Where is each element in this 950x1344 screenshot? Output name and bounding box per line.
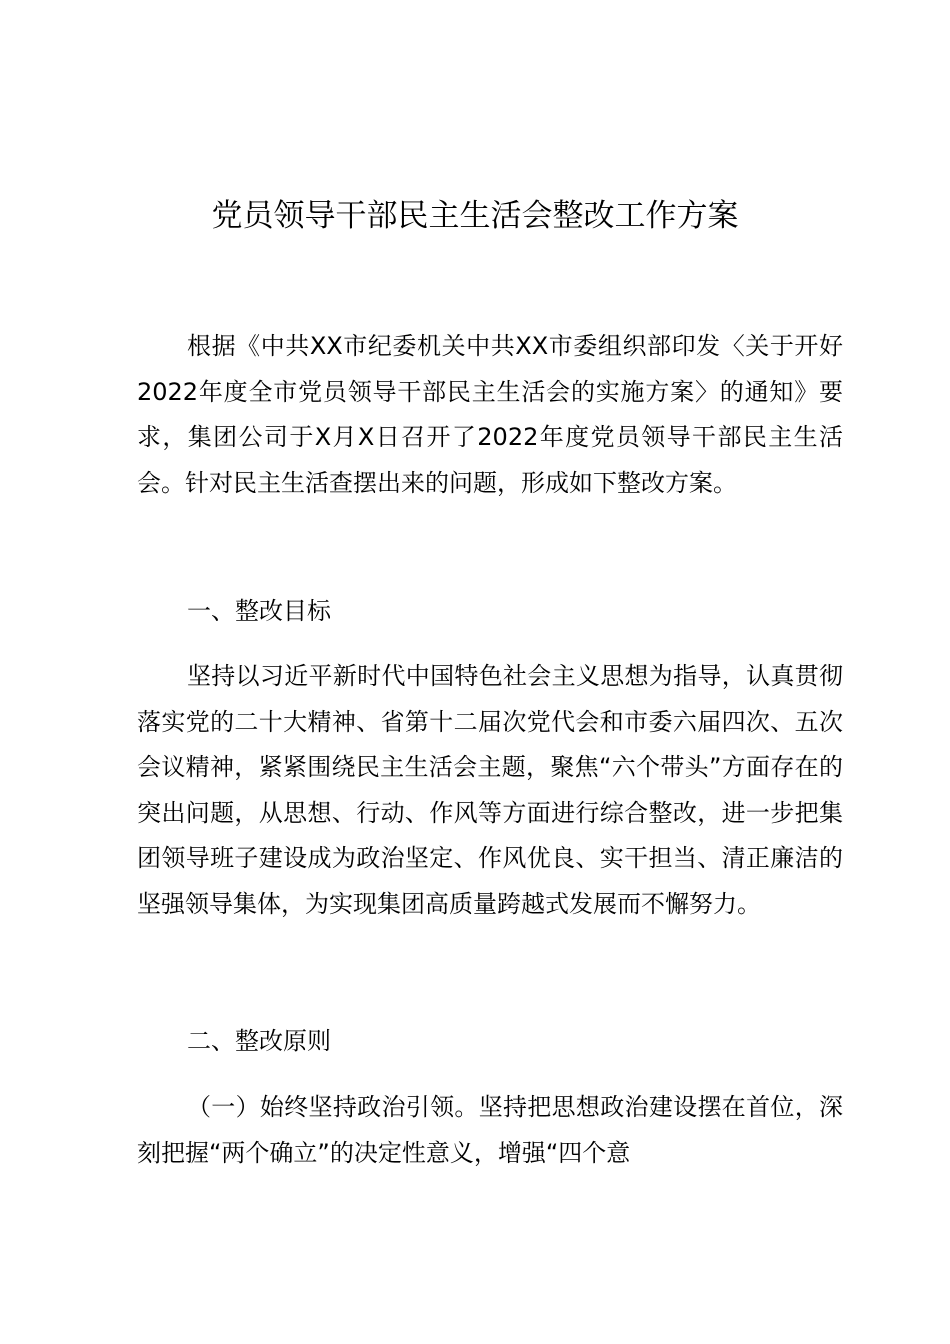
- intro-paragraph: 根据《中共XX市纪委机关中共XX市委组织部印发〈关于开好2022年度全市党员领导干部民主生活会的实施方案〉的通知》要求，集团公司于X月X日召开了2022年度党员领导干部民主生活会。针对民主生活查摆出来的问题，形成如下整改方案。: [137, 332, 843, 497]
- section-heading-goals: 一、整改目标: [187, 597, 331, 625]
- principle-paragraph-1: （一）始终坚持政治引领。坚持把思想政治建设摆在首位，深刻把握“两个确立”的决定性意义，增强“四个意: [137, 1093, 843, 1167]
- document-title: 党员领导干部民主生活会整改工作方案: [211, 198, 739, 234]
- goals-paragraph: 坚持以习近平新时代中国特色社会主义思想为指导，认真贯彻落实党的二十大精神、省第十二届次党代会和市委六届四次、五次会议精神，紧紧围绕民主生活会主题，聚焦“六个带头”方面存在的突出问题，从思想、行动、作风等方面进行综合整改，进一步把集团领导班子建设成为政治坚定、作风优良、实干担当、清正廉洁的坚强领导集体，为实现集团高质量跨越式发展而不懈努力。: [137, 662, 843, 918]
- section-heading-principles: 二、整改原则: [187, 1027, 331, 1055]
